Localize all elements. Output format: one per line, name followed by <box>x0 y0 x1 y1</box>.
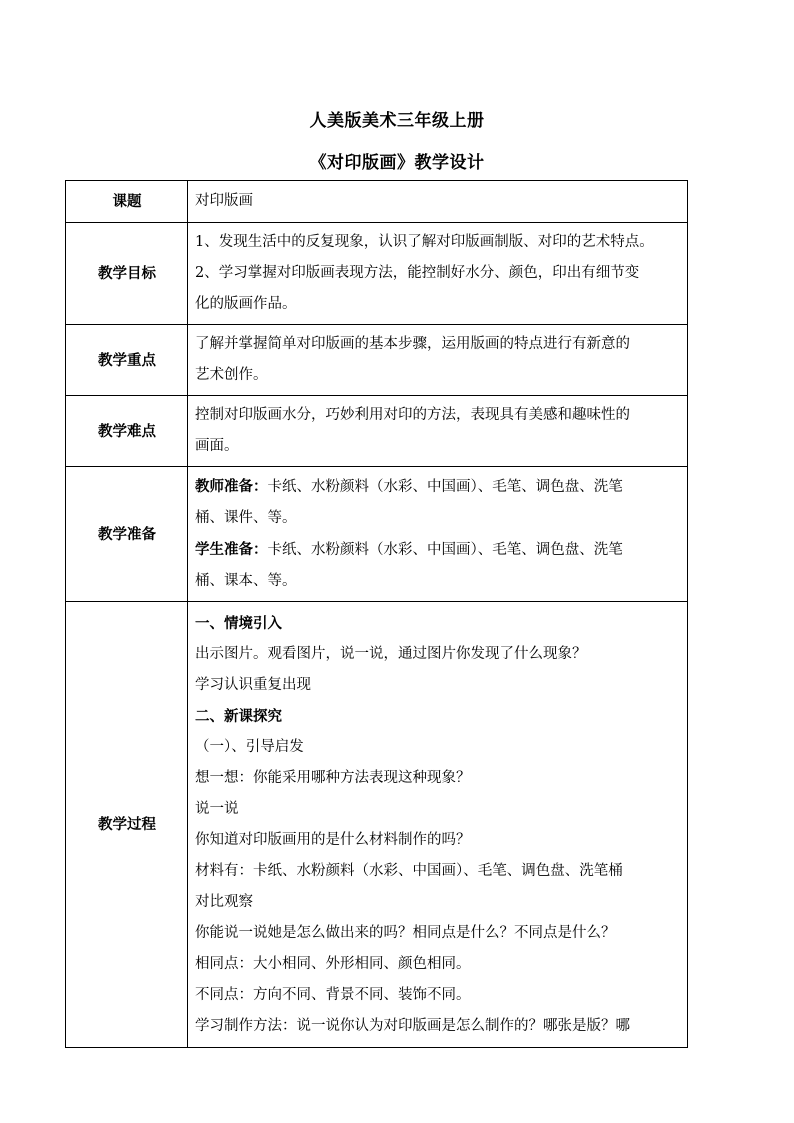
lesson-plan-table <box>65 180 688 1048</box>
table-row-preparation <box>66 467 688 602</box>
teacher-prep-line-2: 桶、课件、等。 <box>195 510 297 526</box>
table-row-key-points <box>66 325 688 396</box>
table-row-goals <box>66 223 688 325</box>
process-line-4: 想一想：你能采用哪种方法表现这种现象？ <box>195 769 471 786</box>
student-prep-text: 卡纸、水粉颜料（水彩、中国画）、毛笔、调色盘、洗笔 <box>267 542 623 558</box>
process-line-8: 对比观察 <box>195 893 253 910</box>
difficulties-line-1: 控制对印版画水分，巧妙利用对印的方法，表现具有美感和趣味性的 <box>195 407 630 423</box>
difficulties-content <box>188 396 688 467</box>
preparation-content <box>188 467 688 602</box>
key-points-content <box>188 325 688 396</box>
document-subtitle: 《对印版画》教学设计 <box>309 153 485 173</box>
key-points-line-2: 艺术创作。 <box>195 367 268 383</box>
teacher-prep-label: 教师准备： <box>195 478 268 495</box>
teacher-prep-text: 卡纸、水粉颜料（水彩、中国画）、毛笔、调色盘、洗笔 <box>267 479 623 495</box>
document-title: 人美版美术三年级上册 <box>309 111 485 131</box>
student-prep-label: 学生准备： <box>195 541 268 558</box>
goals-line-2: 2、学习掌握对印版画表现方法，能控制好水分、颜色，印出有细节变 <box>195 265 640 281</box>
key-points-label: 教学重点 <box>66 325 188 396</box>
difficulties-line-2: 画面。 <box>195 438 239 454</box>
student-prep-line-2: 桶、课本、等。 <box>195 573 297 589</box>
goals-line-3: 化的版画作品。 <box>195 296 297 312</box>
process-line-2: 学习认识重复出现 <box>195 676 311 693</box>
difficulties-label: 教学难点 <box>66 396 188 467</box>
teacher-prep-line-1 <box>195 471 681 503</box>
process-line-11: 不同点：方向不同、背景不同、装饰不同。 <box>195 986 471 1003</box>
process-line-3: （一）、引导启发 <box>195 738 304 755</box>
topic-value: 对印版画 <box>188 181 688 223</box>
table-row-difficulties <box>66 396 688 467</box>
goals-content <box>188 223 688 325</box>
goals-line-1: 1、发现生活中的反复现象，认识了解对印版画制版、对印的艺术特点。 <box>195 234 654 250</box>
process-line-7: 材料有：卡纸、水粉颜料（水彩、中国画）、毛笔、调色盘、洗笔桶 <box>195 862 623 879</box>
key-points-line-1: 了解并掌握简单对印版画的基本步骤，运用版画的特点进行有新意的 <box>195 336 630 352</box>
process-line-5: 说一说 <box>195 800 239 817</box>
goals-label: 教学目标 <box>66 223 188 325</box>
student-prep-line-1 <box>195 534 681 566</box>
table-row-process <box>66 602 688 1048</box>
process-heading-1: 一、情境引入 <box>195 614 282 632</box>
topic-label: 课题 <box>66 181 188 223</box>
preparation-label: 教学准备 <box>66 467 188 602</box>
process-line-9: 你能说一说她是怎么做出来的吗？相同点是什么？不同点是什么？ <box>195 924 616 941</box>
process-label: 教学过程 <box>66 602 188 1048</box>
process-content <box>188 602 688 1048</box>
process-line-12: 学习制作方法：说一说你认为对印版画是怎么制作的？哪张是版？哪 <box>195 1017 630 1034</box>
table-row-topic <box>66 181 688 223</box>
process-line-6: 你知道对印版画用的是什么材料制作的吗？ <box>195 831 471 848</box>
process-line-1: 出示图片。观看图片，说一说，通过图片你发现了什么现象？ <box>195 645 587 662</box>
process-line-10: 相同点：大小相同、外形相同、颜色相同。 <box>195 955 471 972</box>
process-heading-2: 二、新课探究 <box>195 707 282 725</box>
